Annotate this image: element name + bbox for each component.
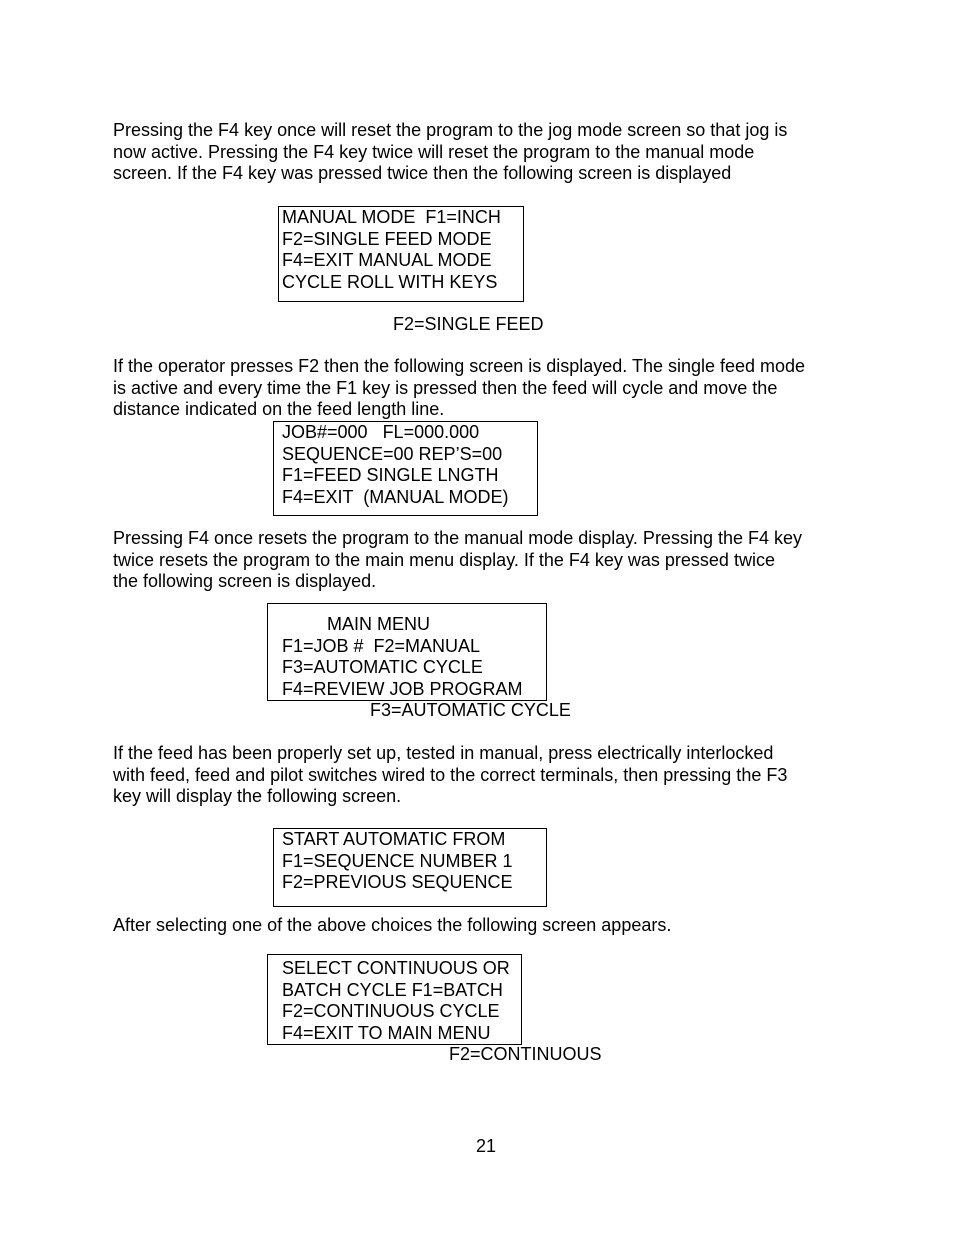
screen-line: BATCH CYCLE F1=BATCH bbox=[282, 979, 503, 1000]
screen-line: F4=EXIT (MANUAL MODE) bbox=[282, 486, 509, 507]
screen-line: F1=JOB # F2=MANUAL bbox=[282, 635, 481, 656]
screen-start-automatic bbox=[273, 828, 547, 907]
screen-line: F4=EXIT TO MAIN MENU bbox=[282, 1022, 491, 1043]
screen-line: MANUAL MODE F1=INCH bbox=[282, 207, 501, 227]
screen-line: SEQUENCE=00 REP’S=00 bbox=[282, 443, 503, 464]
screen-main-menu bbox=[267, 603, 547, 701]
paragraph-single-feed: If the operator presses F2 then the following screen is displayed. The single feed mode is active and every time the F1 key is pressed then the feed will cycle and move the distance indicated on the feed length line. bbox=[113, 356, 806, 420]
paragraph-jog-reset: Pressing the F4 key once will reset the program to the jog mode screen so that jog is now active. Pressing the F4 key twice will reset the program to the manual mode screen. If the F4 key was pressed twice then the following screen is displayed bbox=[113, 120, 788, 184]
screen-line: F4=EXIT MANUAL MODE bbox=[282, 250, 492, 271]
screen-line: SELECT CONTINUOUS OR bbox=[282, 958, 510, 978]
screen-line: F1=SEQUENCE NUMBER 1 bbox=[282, 850, 513, 871]
caption-automatic-cycle: F3=AUTOMATIC CYCLE bbox=[370, 700, 571, 720]
page-number: 21 bbox=[476, 1136, 497, 1156]
paragraph-feed-setup: If the feed has been properly set up, tested in manual, press electrically interlocked with feed, feed and pilot switches wired to the correct terminals, then pressing the F3 key will display the following screen. bbox=[113, 743, 788, 807]
caption-continuous: F2=CONTINUOUS bbox=[449, 1044, 602, 1064]
screen-line: MAIN MENU bbox=[282, 614, 431, 634]
paragraph-main-menu-reset: Pressing F4 once resets the program to the manual mode display. Pressing the F4 key twice resets the program to the main menu display. If the F4 key was pressed twice the following screen is displayed. bbox=[113, 528, 803, 592]
screen-line: START AUTOMATIC FROM bbox=[282, 829, 506, 849]
screen-line: F2=PREVIOUS SEQUENCE bbox=[282, 872, 513, 893]
screen-line: F4=REVIEW JOB PROGRAM bbox=[282, 678, 523, 699]
screen-manual-mode bbox=[278, 206, 524, 302]
screen-line: CYCLE ROLL WITH KEYS bbox=[282, 271, 498, 292]
paragraph-after-selecting: After selecting one of the above choices the following screen appears. bbox=[113, 915, 672, 935]
screen-line: JOB#=000 FL=000.000 bbox=[282, 422, 480, 442]
screen-line: F3=AUTOMATIC CYCLE bbox=[282, 657, 483, 678]
caption-single-feed: F2=SINGLE FEED bbox=[393, 314, 544, 334]
screen-single-feed bbox=[273, 421, 538, 516]
screen-line: F2=CONTINUOUS CYCLE bbox=[282, 1001, 500, 1022]
screen-cycle-select bbox=[267, 954, 522, 1045]
screen-line: F1=FEED SINGLE LNGTH bbox=[282, 465, 499, 486]
screen-line: F2=SINGLE FEED MODE bbox=[282, 228, 492, 249]
